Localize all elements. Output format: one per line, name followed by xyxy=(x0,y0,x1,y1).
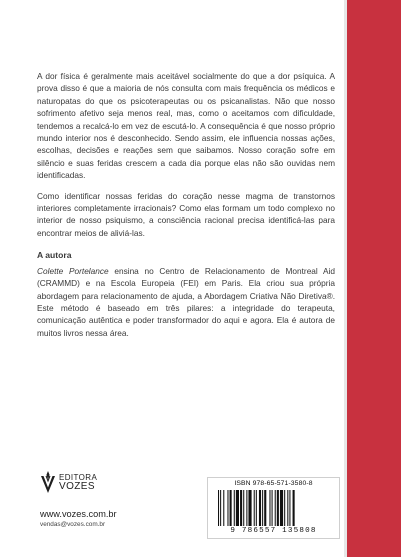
publisher-website[interactable]: www.vozes.com.br xyxy=(40,509,117,519)
red-spine xyxy=(347,0,401,557)
barcode-bar xyxy=(246,490,247,526)
author-name: Colette Portelance xyxy=(37,265,109,276)
barcode-bar xyxy=(287,490,288,526)
barcode-bar xyxy=(284,490,285,526)
publisher-line-1: EDITORA xyxy=(59,473,98,482)
publisher-email[interactable]: vendas@vozes.com.br xyxy=(40,521,106,528)
barcode-bar xyxy=(259,490,261,526)
barcode-bar xyxy=(262,490,263,526)
publisher-block xyxy=(40,470,140,528)
barcode-bar xyxy=(230,490,232,526)
barcode-bar xyxy=(277,490,279,526)
barcode-bar xyxy=(254,490,255,526)
barcode-bar xyxy=(227,490,228,526)
barcode-bar xyxy=(234,490,235,526)
barcode-bar xyxy=(218,490,219,526)
barcode-bar xyxy=(269,490,270,526)
barcode-bar xyxy=(240,490,242,526)
publisher-logo xyxy=(40,470,140,494)
back-cover-text xyxy=(37,70,335,347)
barcode-bar xyxy=(289,490,290,526)
barcode-bar xyxy=(280,490,283,526)
publisher-line-2: VOZES xyxy=(59,481,95,492)
barcode-bar xyxy=(256,490,257,526)
barcode-bar xyxy=(220,490,221,526)
barcode-bar xyxy=(236,490,239,526)
synopsis-paragraph-1: A dor física é geralmente mais aceitável socialmente do que a dor psíquica. A prova disso é que a maioria de nós consulta com mais frequência os médicos e naturopatas do que os psicoterapeutas ou os psicanalistas. Não que nosso sofrimento afetivo seja menos real, mas, como o aceitamos com dificuldade, tendemos a recalcá-lo em vez de escutá-lo. A consequência é que nosso próprio mundo interior nos é desconhecido. Sendo assim, ele influencia nossas ações, escolhas, decisões e reações sem que saibamos. Nosso coração sofre em silêncio e suas feridas crescem a cada dia porque elas não são ouvidas nem identificadas. xyxy=(37,71,335,181)
barcode-bar xyxy=(275,490,276,526)
publisher-name xyxy=(59,473,97,491)
vozes-logo-icon xyxy=(40,470,56,494)
author-bio-text: ensina no Centro de Relacionamento de Montreal Aid (CRAMMD) e na Escola Europeia (FEI) em Paris. Ela criou sua própria abordagem para relacionamento de ajuda, a Abordagem Criativa Não Diretiva®. Este método é baseado em três pilares: a integridade do terapeuta, comunicação autêntica e poder transformador do aqui e agora. Ela é autora de muitos livros nessa área. xyxy=(37,265,335,338)
isbn-label: ISBN 978-65-571-3580-8 xyxy=(234,480,313,487)
barcode-bar xyxy=(223,490,224,526)
barcode-bar xyxy=(293,490,295,526)
isbn-barcode-box xyxy=(207,477,340,539)
barcode-bar xyxy=(248,490,251,526)
barcode-bar xyxy=(264,490,266,526)
barcode xyxy=(218,490,329,526)
barcode-bar xyxy=(272,490,273,526)
author-section-title: A autora xyxy=(37,250,72,261)
isbn-digits: 9 786557 135808 xyxy=(230,527,317,535)
barcode-bar xyxy=(243,490,244,526)
synopsis-paragraph-2: Como identificar nossas feridas do coração nesse magma de transtornos interiores completamente irracionais? Como elas formam um todo complexo no interior de nosso psiquismo, a consciência racional precisa identificá-las para encontrar meios de aliviá-las. xyxy=(37,190,335,238)
author-bio xyxy=(37,265,335,339)
